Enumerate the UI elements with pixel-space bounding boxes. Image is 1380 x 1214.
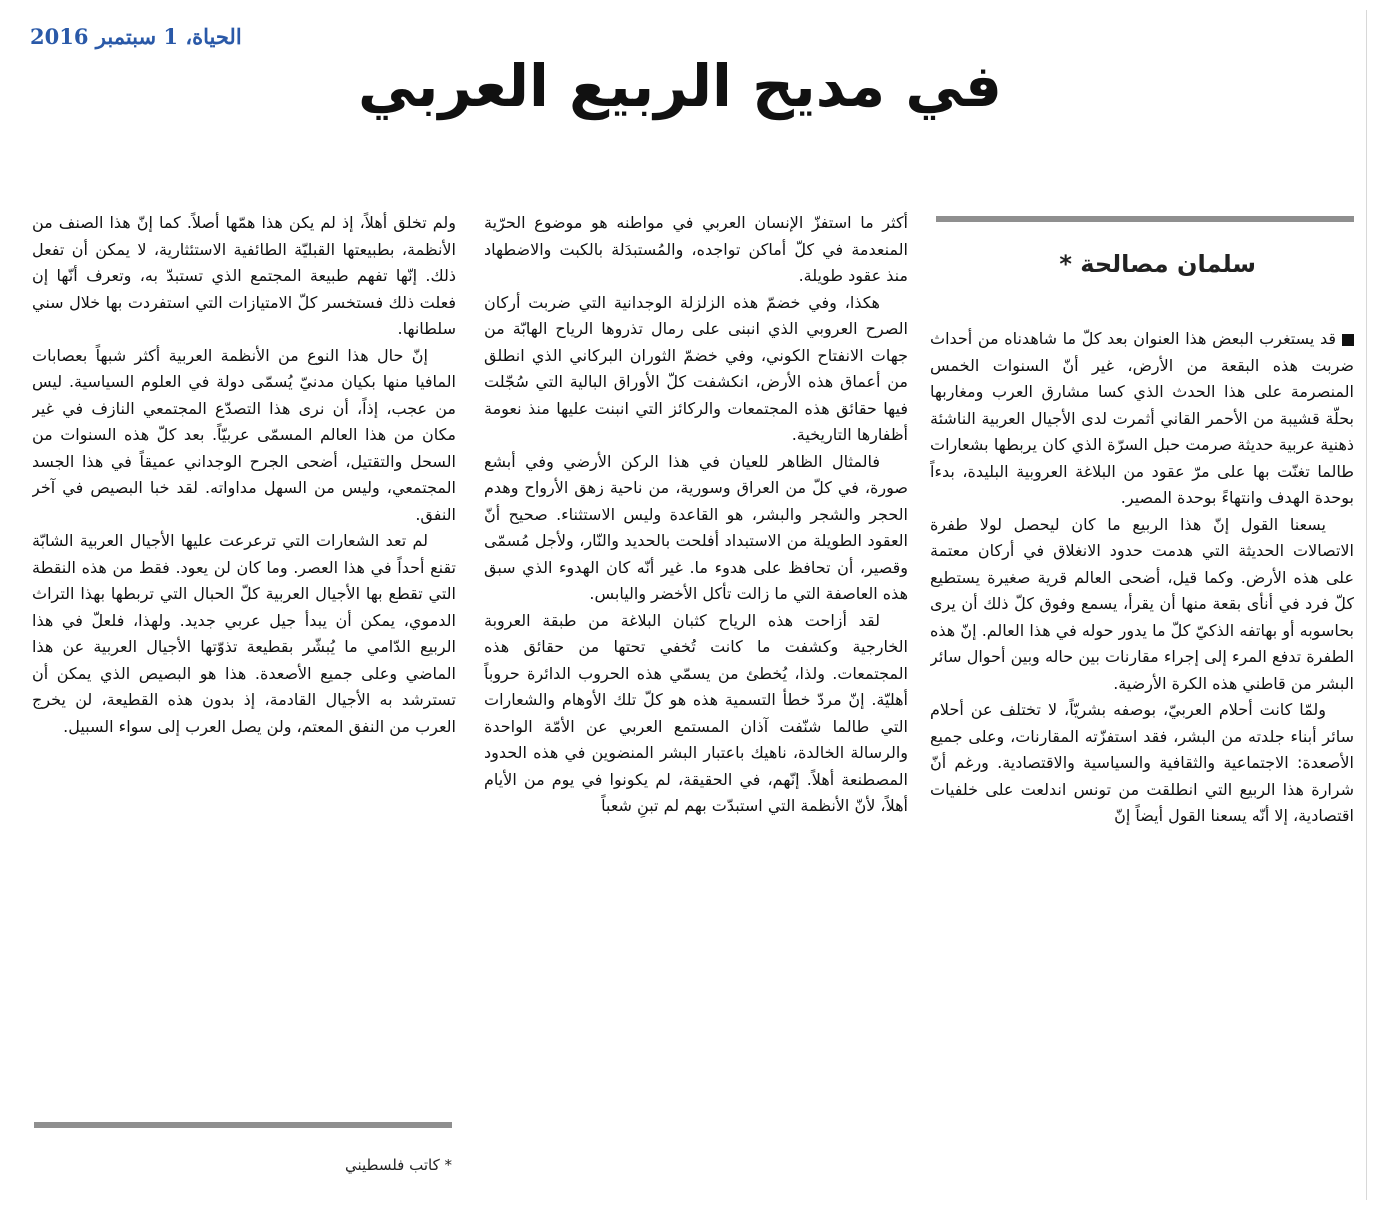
masthead-date: الحياة، 1 سبتمبر 2016 [30, 24, 242, 49]
paragraph: ولم تخلق أهلاً، إذ لم يكن هذا همّها أصلاً. كما إنّ هذا الصنف من الأنظمة، بطبيعتها القبليّة الطائفية الاستئثارية، لا يمكن أن تفعل ذلك. إنّها تفهم طبيعة المجتمع الذي تستبدّ به، وتعرف أنّها إن فعلت ذلك فستخسر كلّ الامتيازات التي استفردت بها خلال سني سلطانها. [32, 213, 456, 338]
article-column-2 [484, 210, 908, 1204]
footnote-rule [34, 1122, 452, 1128]
article-headline: في مديح الربيع العربي [358, 52, 1002, 120]
paragraph: هكذا، وفي خضمّ هذه الزلزلة الوجدانية التي ضربت أركان الصرح العروبي الذي انبنى على رمال تذروها الرياح الهابّة من جهات الانفتاح الكوني، وفي خضمّ الثوران البركاني الذي انطلق من أعماق هذه الأرض، انكشفت كلّ الأوراق البالية التي سُجّلت فيها حقائق هذه المجتمعات والركائز التي انبنت عليها منذ نعومة أظفارها التاريخية. [484, 292, 908, 444]
byline-rule [936, 216, 1354, 222]
paragraph: ولمّا كانت أحلام العربيّ، بوصفه بشريّاً، لا تختلف عن أحلام سائر أبناء جلدته من البشر، فقد استفزّته المقارنات، وعلى جميع الأصعدة: الاجتماعية والثقافية والسياسية والاقتصادية. ورغم أنّ شرارة هذا الربيع التي انطلقت من تونس اندلعت على خلفيات اقتصادية، إلا أنّه يسعنا القول أيضاً إنّ [930, 700, 1354, 825]
paragraph: أكثر ما استفزّ الإنسان العربي في مواطنه هو موضوع الحرّية المنعدمة في كلّ أماكن تواجده، والمُستبدَلة بالكبت والاضطهاد منذ عقود طويلة. [484, 213, 908, 285]
author-byline: سلمان مصالحة * [1059, 250, 1256, 278]
paragraph: لقد أزاحت هذه الرياح كثبان البلاغة من طبقة العروبة الخارجية وكشفت ما كانت تُخفي تحتها من حقائق هذه المجتمعات. ولذا، يُخطئ من يسمّي هذه الحروب الدائرة حروباً أهليّة. إنّ مردّ خطأ التسمية هذه هو كلّ تلك الأوهام والشعارات التي طالما شنّفت آذان المستمع العربي عن الأمّة الواحدة والرسالة الخالدة، ناهيك باعتبار البشر المنضوين في هذه الحدود المصطنعة أهلاً. إنّهم، في الحقيقة، لم يكونوا في يوم من الأيام أهلاً، لأنّ الأنظمة التي استبدّت بهم لم تبنِ شعباً [484, 610, 908, 815]
author-footnote: * كاتب فلسطيني [344, 1156, 452, 1174]
paragraph: يسعنا القول إنّ هذا الربيع ما كان ليحصل لولا طفرة الاتصالات الحديثة التي هدمت حدود الانغلاق في أركان معتمة على هذه الأرض. وكما قيل، أضحى العالم قرية صغيرة يستطيع كلّ فرد في أنأى بقعة منها أن يقرأ، يسمع وفوق كلّ ذلك أن يرى بحاسوبه أو بهاتفه الذكيّ كلّ ما يدور حوله في هذا العالم. إنّ هذه الطفرة تدفع المرء إلى إجراء مقارنات بين حاله وبين أحوال سائر البشر من قاطني هذه الكرة الأرضية. [930, 514, 1354, 693]
article-column-1 [930, 326, 1354, 1204]
article-column-3 [32, 210, 456, 1010]
paragraph: لم تعد الشعارات التي ترعرعت عليها الأجيال العربية الشابّة تقنع أحداً في هذا العصر. وما كان لن يعود. فقط من هذه النقطة التي تقطع بها الأجيال العربية كلّ الحبال التي تربطها بهذا التراث الدموي، يمكن أن يبدأ جيل عربي جديد. ولهذا، فلعلّ في هذا الربيع الدّامي ما يُبشّر بقطيعة تذوّتها الأجيال العربية عن هذا الماضي وعلى جميع الأصعدة. هذا هو البصيص الذي يمكن أن تسترشد به الأجيال القادمة، إذ بدون هذه القطيعة، لن يخرج العرب من النفق المعتم، ولن يصل العرب إلى سواء السبيل. [32, 531, 456, 736]
paragraph: قد يستغرب البعض هذا العنوان بعد كلّ ما شاهدناه من أحداث ضربت هذه البقعة من الأرض، غير أنّ السنوات الخمس المنصرمة على هذا الحدث الذي كسا مشارق العرب ومغاربها بحلّة قشيبة من الأحمر القاني أثمرت لدى الأجيال العربية الناشئة ذهنية عربية حديثة صرمت حبل السرّة الذي كان يربطها بشعارات طالما تغنّت بها على مرّ عقود من البلاغة العروبية البليدة، بدءاً بوحدة الهدف وانتهاءً بوحدة المصير. [930, 329, 1354, 507]
paragraph-marker-icon [1342, 334, 1354, 346]
paragraph: فالمثال الظاهر للعيان في هذا الركن الأرضي وفي أبشع صورة، في كلّ من العراق وسورية، من ناحية زهق الأرواح وهدم الحجر والشجر والبشر، هو القاعدة وليس الاستثناء. صحيح أنّ العقود الطويلة من الاستبداد أفلحت بالحديد والنّار، ولأجل مُسمّى وقصير، أن تحافظ على هدوء ما. غير أنّه كان الهدوء الذي سبق هذه العاصفة التي ما زالت تأكل الأخضر واليابس. [484, 451, 908, 603]
page-edge-rule [1366, 10, 1367, 1200]
paragraph: إنّ حال هذا النوع من الأنظمة العربية أكثر شبهاً بعصابات المافيا منها بكيان مدنيّ يُسمّى دولة في العلوم السياسية. ليس من عجب، إذاً، أن نرى هذا التصدّع المجتمعي النازف في غير مكان من هذا العالم المسمّى عربيّاً. بعد كلّ هذه السنوات من السحل والتقتيل، أضحى الجرح الوجداني عميقاً في هذا الجسد المجتمعي، وليس من السهل مداواته. لقد خبا البصيص في آخر النفق. [32, 345, 456, 524]
